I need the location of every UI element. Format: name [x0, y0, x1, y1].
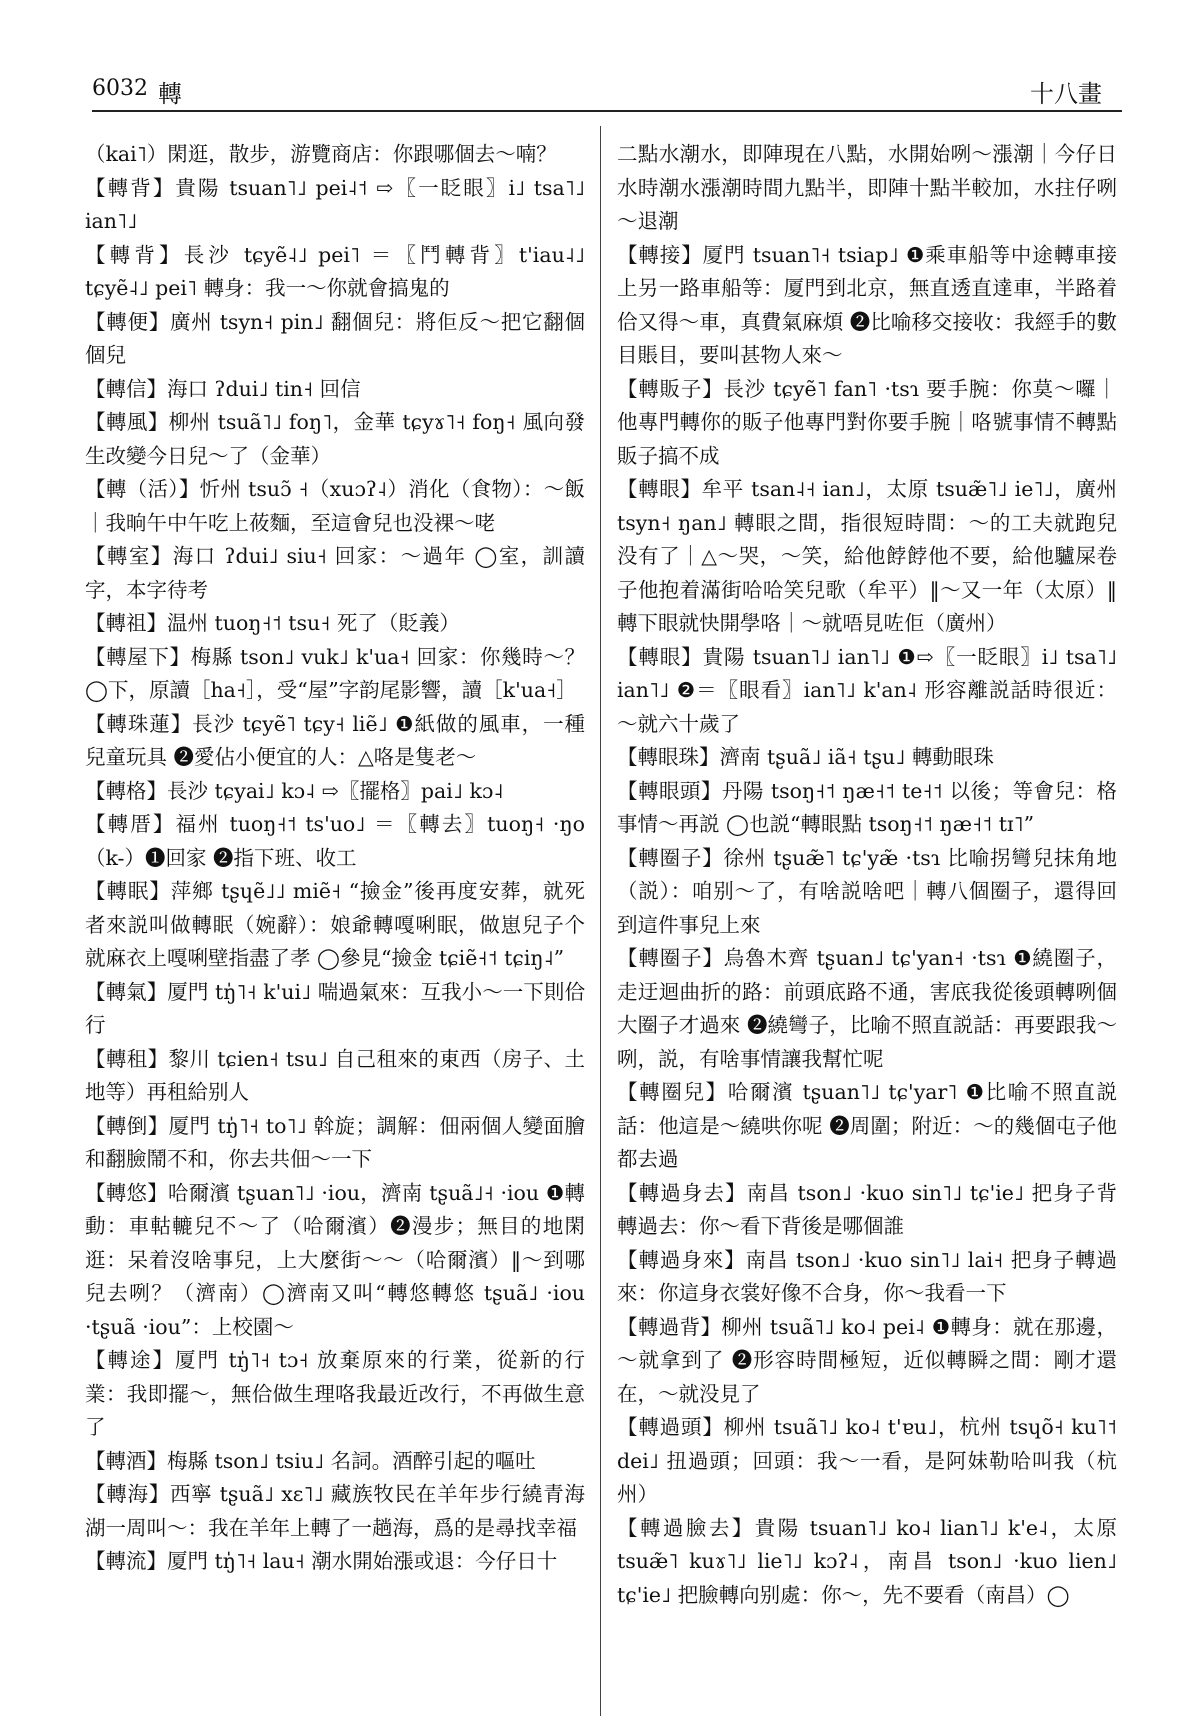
dictionary-entry: 【轉圈子】徐州 tʂuæ̃˥ tɕ'yæ̃ ·tsɿ 比喻拐彎兒抹角地（説）：咱别～了，有啥説啥吧｜轉八個圈子，還得回到這件事兒上來 [617, 845, 1117, 937]
dictionary-entry: 【轉途】厦門 tŋ̍˥˧ tɔ˧ 放棄原來的行業，從新的行業：我即擺～，無佮做生理咯我最近改行，不再做生意了 [85, 1348, 585, 1439]
dictionary-entry: 【轉倒】厦門 tŋ̍˥˧ to˥˩ 斡旋；調解：佃兩個人變面膾和翻臉鬧不和，你去共佃～一下 [85, 1113, 585, 1171]
dictionary-entry: 【轉租】黎川 tɕien˧ tsu˩ 自己租來的東西（房子、土地等）再租給别人 [85, 1046, 585, 1104]
dictionary-entry: 【轉眼珠】濟南 tʂuã˩ iã˧ tʂu˩ 轉動眼珠 [617, 745, 994, 769]
dictionary-entry: 二點水潮水，即陣現在八點，水開始咧～漲潮｜今仔日水時潮水漲潮時間九點半，即陣十點半較加，水拄仔咧～退潮 [617, 142, 1117, 233]
dictionary-entry: 【轉（活）】忻州 tsuɔ̃ ˧（xuɔʔ˨）消化（食物）：～飯｜我晌午中午吃上莜麵，至這會兒也没裸～咾 [85, 477, 585, 535]
dictionary-entry: 【轉背】長沙 tɕyẽ˨˩ pei˥ ＝〖鬥轉背〗t'iau˨˩ tɕyẽ˨˩ pei˥ 轉身：我一～你就會搞鬼的 [85, 242, 585, 300]
page-number: 6032 [92, 76, 148, 101]
header-character: 轉 [158, 80, 182, 108]
right-column [617, 138, 1117, 1612]
dictionary-entry: 【轉圈子】烏魯木齊 tʂuan˩ tɕ'yan˧ ·tsɿ ❶繞圈子，走迂迴曲折的路：前頭底路不通，害底我從後頭轉咧個大圈子才過來 ❷繞彎子，比喻不照直説話：再要跟我～咧，説，有啥事情讓我幫忙呢 [617, 946, 1117, 1071]
dictionary-entry: 【轉過背】柳州 tsuã˥˩ ko˨ pei˨ ❶轉身：就在那邊，～就拿到了 ❷形容時間極短，近似轉瞬之間：剛才還在，～就没見了 [617, 1314, 1117, 1406]
column-divider [600, 126, 601, 1716]
dictionary-entry: 【轉酒】梅縣 tson˩ tsiu˩ 名詞。酒醉引起的嘔吐 [85, 1448, 536, 1473]
dictionary-entry: 【轉厝】福州 tuoŋ˧˦ ts'uo˩ ＝〖轉去〗tuoŋ˧ ·ŋo（k-）❶回家 ❷指下班、收工 [85, 812, 585, 870]
dictionary-entry: 【轉圈兒】哈爾濱 tʂuan˥˩ tɕ'yar˥ ❶比喻不照直説話：他這是～繞哄你呢 ❷周圍；附近：～的幾個屯子他都去過 [617, 1080, 1117, 1171]
dictionary-entry: 【轉背】貴陽 tsuan˥˩ pei˨˦ ⇨〖一眨眼〗i˩ tsa˥˩ ian˥˩ [85, 175, 585, 233]
dictionary-entry: 【轉信】海口 ʔdui˩ tin˧ 回信 [85, 376, 361, 401]
dictionary-entry: 【轉祖】温州 tuoŋ˧˦ tsu˧ 死了（貶義） [85, 611, 460, 635]
dictionary-entry: 【轉室】海口 ʔdui˩ siu˧ 回家：～過年 ◯室，訓讀字，本字待考 [85, 544, 585, 602]
dictionary-entry: 【轉便】廣州 tsyn˧ pin˩ 翻個兒：將佢反～把它翻個個兒 [85, 309, 585, 367]
dictionary-entry: 【轉過頭】柳州 tsuã˥˩ ko˨ t'ɐu˩，杭州 tsɥõ˧ ku˥˦ dei˩ 扭過頭；回頭：我～一看，是阿妹勒哈叫我（杭州） [617, 1415, 1117, 1506]
dictionary-entry: 【轉接】厦門 tsuan˥˧ tsiap˩ ❶乘車船等中途轉車接上另一路車船等：厦門到北京，無直透直達車，半路着佮又得～車，真費氣麻煩 ❷比喻移交接收：我經手的數目賬目，要叫甚物人來～ [617, 242, 1117, 367]
left-column [85, 138, 585, 1579]
stroke-section: 十八畫 [1030, 80, 1102, 108]
dictionary-entry: 【轉販子】長沙 tɕyẽ˥ fan˥ ·tsɿ 要手腕：你莫～囉｜他專門轉你的販子他專門對你要手腕｜咯號事情不轉點販子搞不成 [617, 376, 1117, 468]
dictionary-entry: 【轉過身去】南昌 tson˩ ·kuo sin˥˩ tɕ'ie˩ 把身子背轉過去：你～看下背後是哪個誰 [617, 1180, 1117, 1238]
dictionary-entry: 【轉過臉去】貴陽 tsuan˥˩ ko˨ lian˥˩ k'e˨，太原 tsuæ̃˥ kuɤ˥˩ lie˥˩ kɔʔ˨，南昌 tson˩ ·kuo lien˩ tɕ'ie˩ 把臉轉向别處：你～，先不要看（南昌）◯ [617, 1515, 1117, 1607]
dictionary-entry: 【轉眼】牟平 tsan˨˧ ian˩，太原 tsuæ̃˥˩ ie˥˩，廣州 tsyn˧ ŋan˩ 轉眼之間，指很短時間：～的工夫就跑兒没有了｜△～哭，～笑，給他餑餑他不要，給他驢屎卷子他抱着滿街哈哈笑兒歌（牟平）‖～又一年（太原）‖轉下眼就快開學咯｜～就唔見咗佢（廣州） [617, 477, 1117, 635]
page-header [92, 72, 1122, 112]
dictionary-entry: 【轉悠】哈爾濱 tʂuan˥˩ ·iou，濟南 tʂuã˩˧ ·iou ❶轉動：車軲轆兒不～了（哈爾濱）❷漫步；無目的地閑逛：呆着沒啥事兒，上大麼街～～（哈爾濱）‖～到哪兒去咧？（濟南）◯濟南又叫“轉悠轉悠 tʂuã˩ ·iou ·tʂuã ·iou”：上校園～ [85, 1180, 585, 1339]
dictionary-entry: 【轉珠蓮】長沙 tɕyẽ˥ tɕy˧ liẽ˩ ❶紙做的風車，一種兒童玩具 ❷愛佔小便宜的人：△咯是隻老～ [85, 711, 585, 769]
dictionary-entry: 【轉過身來】南昌 tson˩ ·kuo sin˥˩ lai˧ 把身子轉過來：你這身衣裳好像不合身，你～我看一下 [617, 1247, 1117, 1305]
dictionary-entry: 【轉格】長沙 tɕyai˩ kɔ˨ ⇨〖擺格〗pai˩ kɔ˨ [85, 778, 504, 803]
dictionary-entry: 【轉眼】貴陽 tsuan˥˩ ian˥˩ ❶⇨〖一眨眼〗i˩ tsa˥˩ ian˥˩ ❷＝〖眼看〗ian˥˩ k'an˨ 形容離説話時很近：～就六十歲了 [617, 644, 1117, 736]
dictionary-entry: 【轉屋下】梅縣 tson˩ vuk˩ k'ua˧ 回家：你幾時～？◯下，原讀［ha˧］，受“屋”字韵尾影響，讀［k'ua˧］ [85, 644, 585, 702]
dictionary-entry: （kai˥）閑逛，散步，游覽商店：你跟哪個去～喃？ [85, 142, 557, 166]
dictionary-entry: 【轉眼頭】丹陽 tsoŋ˧˦ ŋæ˧˦ te˧˦ 以後；等會兒：格事情～再説 ◯也説“轉眼點 tsoŋ˧˦ ŋæ˧˦ tɪ˥” [617, 778, 1117, 836]
dictionary-entry: 【轉氣】厦門 tŋ̍˥˧ k'ui˩ 喘過氣來：互我小～一下則佮行 [85, 979, 585, 1037]
dictionary-entry: 【轉風】柳州 tsuã˥˩ foŋ˥，金華 tɕyɤ˥˧ foŋ˧ 風向發生改變今日兒～了（金華） [85, 410, 585, 468]
dictionary-entry: 【轉流】厦門 tŋ̍˥˧ lau˧ 潮水開始漲或退：今仔日十 [85, 1549, 558, 1573]
dictionary-entry: 【轉海】西寧 tʂuã˩ xɛ˥˩ 藏族牧民在羊年步行繞青海湖一周叫～：我在羊年上轉了一趟海，爲的是尋找幸福 [85, 1482, 585, 1540]
dictionary-entry: 【轉眠】萍鄉 tʂɥẽ˩˩ miẽ˧ “撿金”後再度安葬，就死者來説叫做轉眠（婉辭）：娘爺轉嘎唎眠，做崽兒子个就麻衣上嘎唎壁指盡了孝 ◯參見“撿金 tɕiẽ˧˦ tɕiŋ˨” [85, 879, 585, 970]
